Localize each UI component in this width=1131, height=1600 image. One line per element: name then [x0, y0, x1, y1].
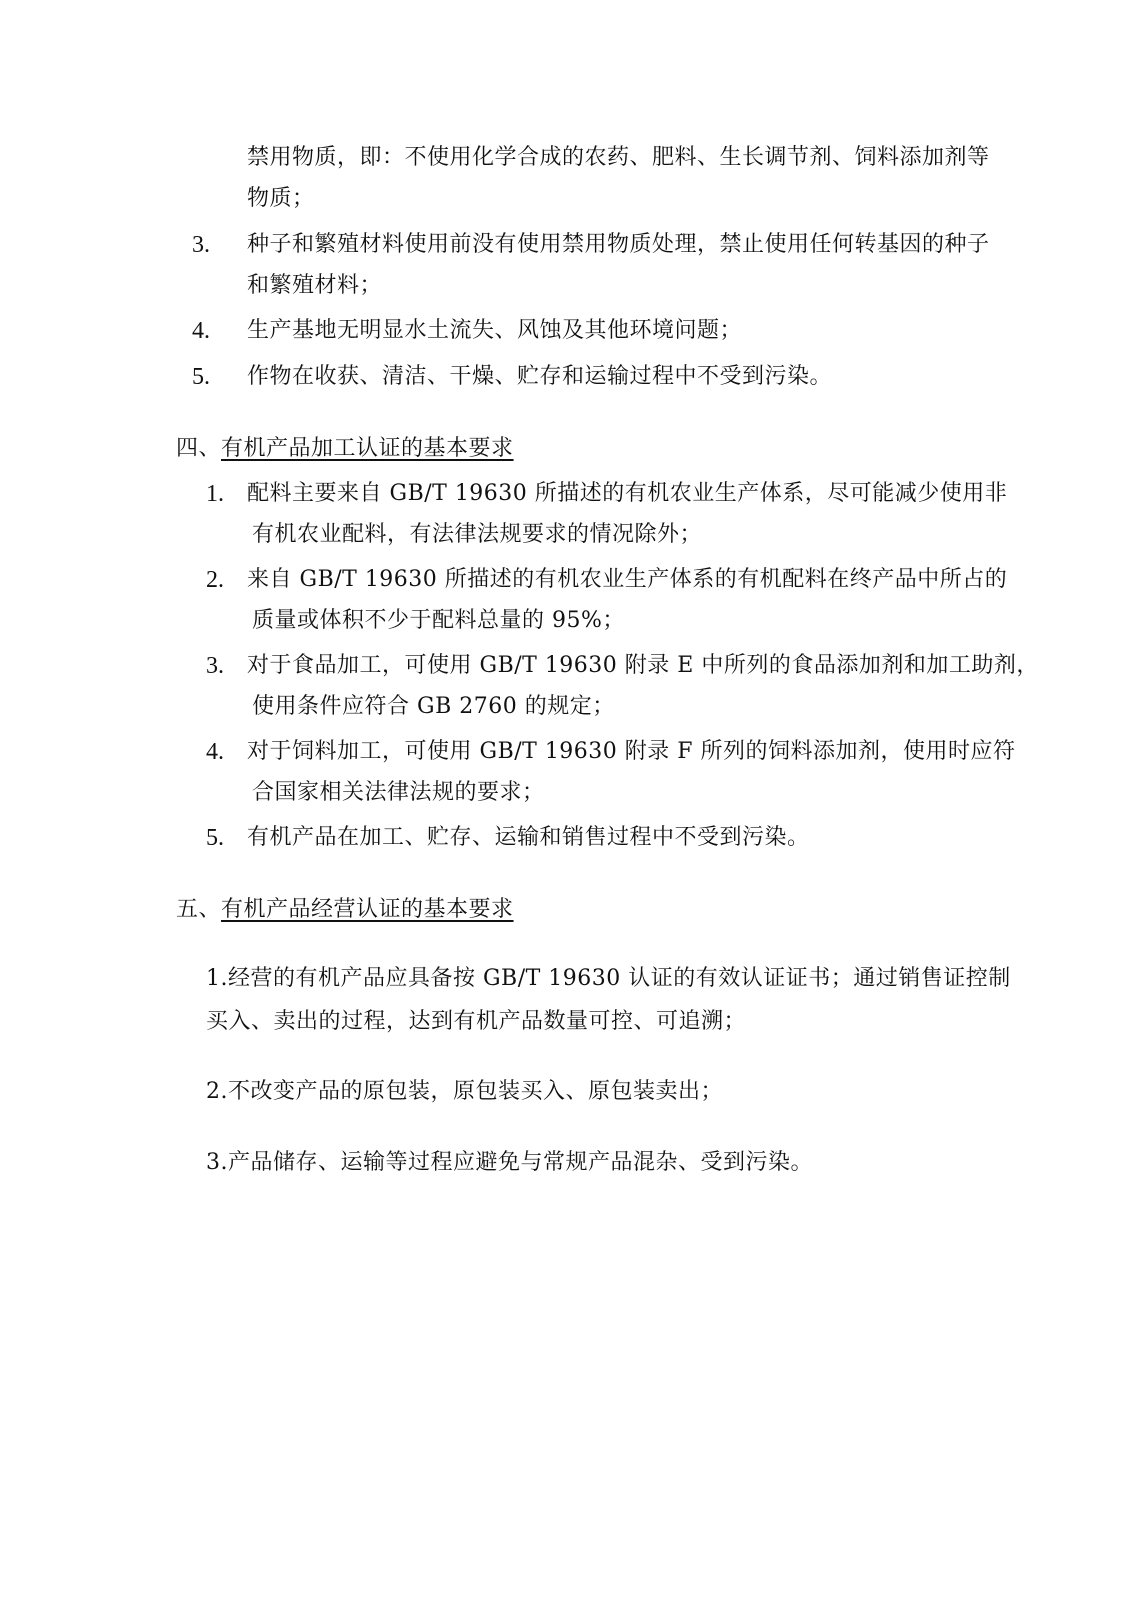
section5-title: 有机产品经营认证的基本要求 — [221, 897, 514, 922]
s4-item4-line2: 合国家相关法律法规的要求； — [252, 780, 545, 805]
prev-item3-line1: 种子和繁殖材料使用前没有使用禁用物质处理，禁止使用任何转基因的种子 — [247, 232, 990, 257]
prev-item3-line2: 和繁殖材料； — [247, 273, 383, 298]
section4-heading — [176, 434, 514, 464]
s4-item5-line1: 有机产品在加工、贮存、运输和销售过程中不受到污染。 — [247, 825, 810, 850]
section5-prefix: 五、 — [176, 897, 222, 922]
s4-item2-line1: 来自 GB/T 19630 所描述的有机农业生产体系的有机配料在终产品中所占的 — [247, 567, 1008, 592]
s4-item2-number: 2. — [206, 567, 224, 593]
s4-item2-line2: 质量或体积不少于配料总量的 95%； — [252, 608, 625, 633]
prev-item4-line1: 生产基地无明显水土流失、风蚀及其他环境问题； — [247, 318, 743, 343]
s5-para3-line1: 3.产品储存、运输等过程应避免与常规产品混杂、受到污染。 — [206, 1150, 813, 1175]
s4-item3-line2: 使用条件应符合 GB 2760 的规定； — [252, 694, 615, 719]
prev-item2-line2: 物质； — [247, 186, 315, 211]
s4-item3-number: 3. — [206, 653, 224, 679]
prev-item5-line1: 作物在收获、清洁、干燥、贮存和运输过程中不受到污染。 — [247, 364, 833, 389]
s4-item4-line1: 对于饲料加工，可使用 GB/T 19630 附录 F 所列的饲料添加剂，使用时应符 — [247, 739, 1016, 764]
prev-item3-number: 3. — [192, 232, 210, 258]
s5-para2-line1: 2.不改变产品的原包装，原包装买入、原包装卖出； — [206, 1079, 723, 1104]
section4-prefix: 四、 — [176, 436, 222, 461]
prev-item4-number: 4. — [192, 318, 210, 344]
prev-item2-line1: 禁用物质，即：不使用化学合成的农药、肥料、生长调节剂、饲料添加剂等 — [247, 145, 990, 170]
s4-item5-number: 5. — [206, 825, 224, 851]
s4-item1-line1: 配料主要来自 GB/T 19630 所描述的有机农业生产体系，尽可能减少使用非 — [247, 481, 1008, 506]
s5-para1-line1: 1.经营的有机产品应具备按 GB/T 19630 认证的有效认证证书；通过销售证控制 — [206, 966, 1011, 991]
s4-item1-number: 1. — [206, 481, 224, 507]
prev-item5-number: 5. — [192, 364, 210, 390]
section4-title: 有机产品加工认证的基本要求 — [221, 436, 514, 461]
s4-item4-number: 4. — [206, 739, 224, 765]
s4-item1-line2: 有机农业配料，有法律法规要求的情况除外； — [252, 522, 703, 547]
s4-item3-line1: 对于食品加工，可使用 GB/T 19630 附录 E 中所列的食品添加剂和加工助剂， — [247, 653, 1039, 678]
s5-para1-line2: 买入、卖出的过程，达到有机产品数量可控、可追溯； — [206, 1009, 747, 1034]
section5-heading — [176, 895, 514, 925]
